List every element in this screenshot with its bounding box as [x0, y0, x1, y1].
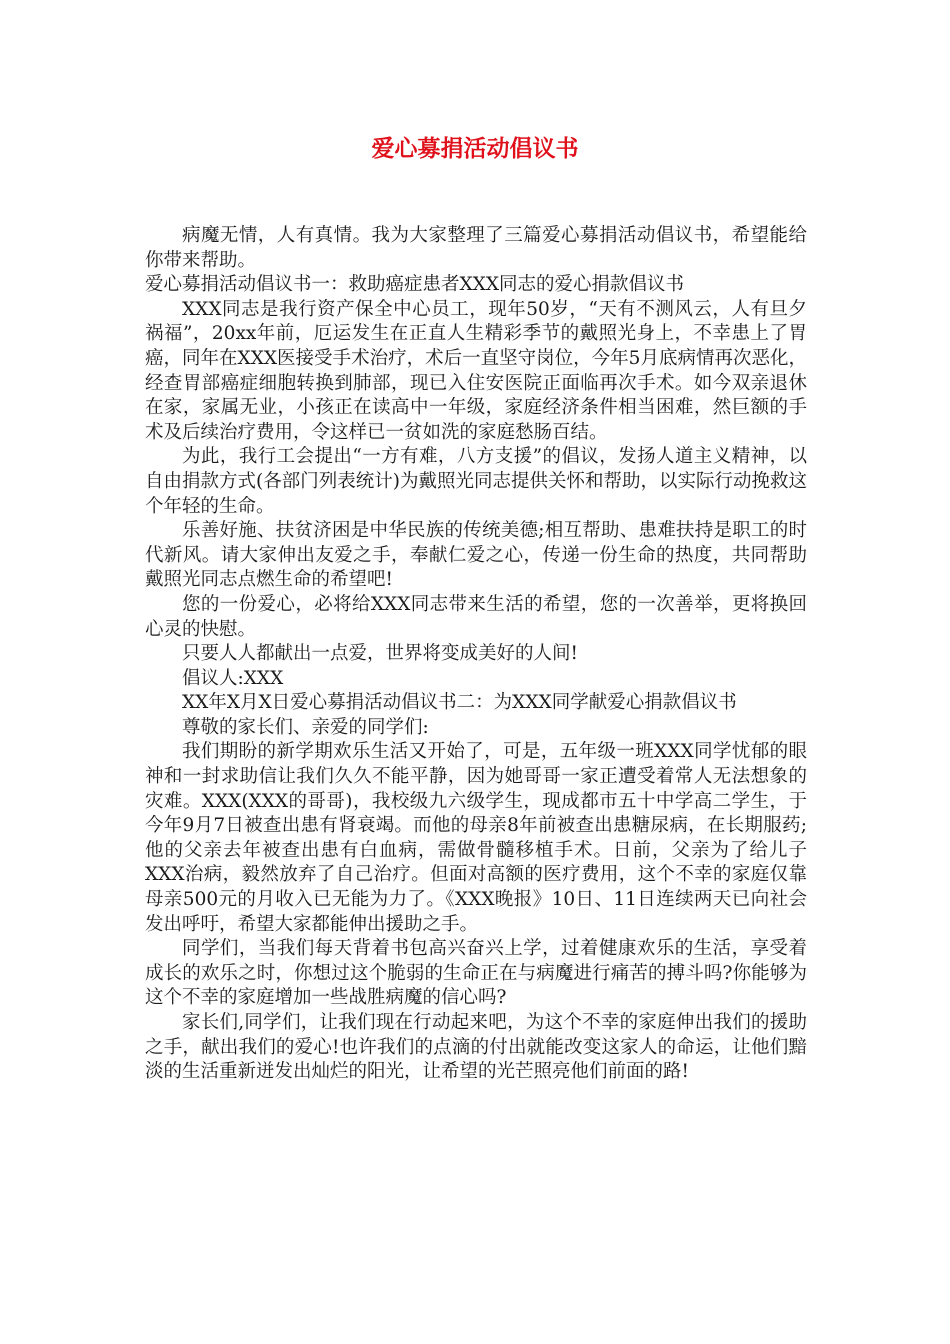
- document-title: 爱心募捐活动倡议书: [371, 136, 579, 162]
- paragraph: 您的一份爱心，必将给XXX同志带来生活的希望，您的一次善举，更将换回心灵的快慰。: [145, 593, 807, 640]
- document-body: [145, 224, 807, 1085]
- paragraph: 只要人人都献出一点爱，世界将变成美好的人间!: [182, 643, 578, 665]
- paragraph: 乐善好施、扶贫济困是中华民族的传统美德;相互帮助、患难扶持是职工的时代新风。请大家伸出友爱之手，奉献仁爱之心，传递一份生命的热度，共同帮助戴照光同志点燃生命的希望吧!: [145, 520, 807, 591]
- paragraph-signature: 倡议人:XXX: [182, 667, 284, 689]
- paragraph-letter-two-heading: XX年X月X日爱心募捐活动倡议书二：为XXX同学献爱心捐款倡议书: [182, 692, 737, 714]
- paragraph-salutation: 尊敬的家长们、亲爱的同学们:: [182, 716, 429, 738]
- paragraph: 为此，我行工会提出“一方有难，八方支援”的倡议，发扬人道主义精神，以自由捐款方式(各部门列表统计)为戴照光同志提供关怀和帮助，以实际行动挽救这个年轻的生命。: [145, 446, 807, 517]
- paragraph-intro: 病魔无情，人有真情。我为大家整理了三篇爱心募捐活动倡议书，希望能给你带来帮助。: [145, 225, 807, 271]
- paragraph: 同学们，当我们每天背着书包高兴奋兴上学，过着健康欢乐的生活，享受着成长的欢乐之时，你想过这个脆弱的生命正在与病魔进行痛苦的搏斗吗?你能够为这个不幸的家庭增加一些战胜病魔的信心吗?: [145, 938, 807, 1009]
- paragraph: 我们期盼的新学期欢乐生活又开始了，可是，五年级一班XXX同学忧郁的眼神和一封求助信让我们久久不能平静，因为她哥哥一家正遭受着常人无法想象的灾难。XXX(XXX的哥哥)，我校级九六级学生，现成都市五十中学高二学生，于今年9月7日被查出患有肾衰竭。而他的母亲8年前被查出患糖尿病，在长期服药;他的父亲去年被查出患有白血病，需做骨髓移植手术。日前，父亲为了给儿子XXX治病，毅然放弃了自己治疗。但面对高额的医疗费用，这个不幸的家庭仅靠母亲500元的月收入已无能为力了。《XXX晚报》10日、11日连续两天已向社会发出呼吁，希望大家都能伸出援助之手。: [145, 741, 807, 935]
- paragraph-letter-one-heading: 爱心募捐活动倡议书一：救助癌症患者XXX同志的爱心捐款倡议书: [145, 274, 685, 296]
- paragraph: 家长们,同学们，让我们现在行动起来吧，为这个不幸的家庭伸出我们的援助之手，献出我们的爱心!也许我们的点滴的付出就能改变这家人的命运，让他们黯淡的生活重新迸发出灿烂的阳光，让希望的光芒照亮他们前面的路!: [145, 1012, 807, 1083]
- paragraph: XXX同志是我行资产保全中心员工，现年50岁，“天有不测风云，人有旦夕祸福”，20xx年前，厄运发生在正直人生精彩季节的戴照光身上，不幸患上了胃癌，同年在XXX医接受手术治疗，术后一直坚守岗位，今年5月底病情再次恶化，经查胃部癌症细胞转换到肺部，现已入住安医院正面临再次手术。如今双亲退休在家，家属无业，小孩正在读高中一年级，家庭经济条件相当困难，然巨额的手术及后续治疗费用，令这样已一贫如洗的家庭愁肠百结。: [145, 298, 807, 443]
